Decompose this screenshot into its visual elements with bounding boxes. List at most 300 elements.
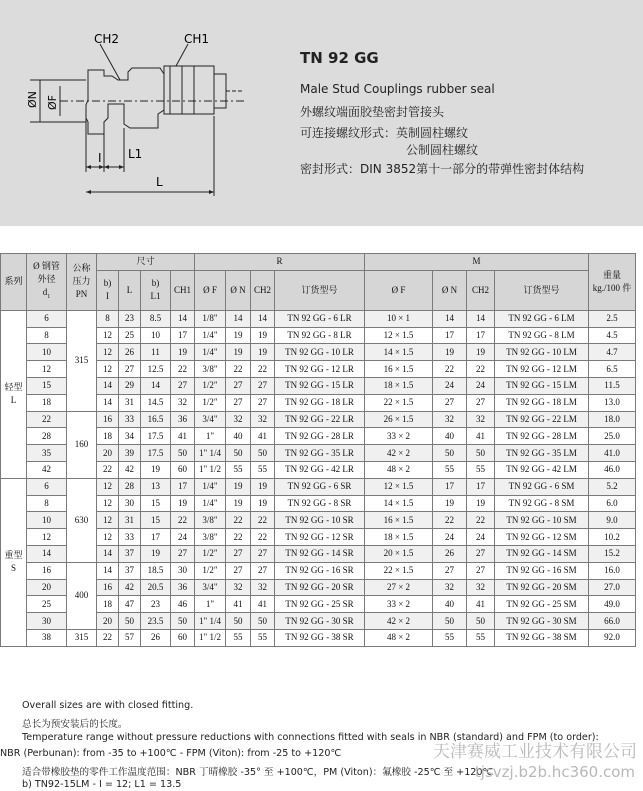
cell-r-ch2: 55 [251,629,275,646]
cell-ch1: 17 [171,327,195,344]
thread-type-line-2: 公制圆柱螺纹 [406,143,479,157]
cell-r-n: 40 [226,428,251,445]
cell-m-f: 20 × 1.5 [365,545,433,562]
cell-m-order: TN 92 GG - 42 LM [495,461,589,478]
cell-weight: 2.5 [589,310,636,327]
cell-i: 20 [97,445,119,462]
cell-od: 20 [27,579,67,596]
cell-i: 16 [97,411,119,428]
note-temp-values: NBR (Perbunan): from -35 to +100℃ - FPM (Viton): from -25 to +120℃ [0,748,342,759]
table-row [1,495,636,512]
cell-od: 8 [27,327,67,344]
cell-m-n: 50 [433,613,467,630]
cell-m-order: TN 92 GG - 25 SM [495,596,589,613]
cell-r-ch2: 22 [251,512,275,529]
cell-r-n: 32 [226,411,251,428]
cell-i: 12 [97,361,119,378]
cell-m-order: TN 92 GG - 38 SM [495,629,589,646]
th-series: 系列 [1,254,27,311]
cell-r-n: 19 [226,495,251,512]
cell-m-f: 33 × 2 [365,428,433,445]
cell-r-order: TN 92 GG - 6 SR [275,478,365,495]
label-f: ØF [46,95,59,110]
cell-m-f: 22 × 1.5 [365,394,433,411]
cell-l: 47 [119,596,141,613]
cell-weight: 11.5 [589,377,636,394]
cell-r-order: TN 92 GG - 12 LR [275,361,365,378]
note-overall-cn: 总长为预安装后的长度。 [22,719,128,730]
table-row [1,344,636,361]
cell-weight: 9.0 [589,512,636,529]
cell-od: 42 [27,461,67,478]
cell-m-ch2: 27 [467,545,495,562]
cell-l1: 12.5 [141,361,171,378]
cell-l: 28 [119,478,141,495]
cell-m-ch2: 24 [467,529,495,546]
th-m: M [365,254,589,271]
cell-m-n: 22 [433,361,467,378]
cell-m-ch2: 32 [467,411,495,428]
cell-r-ch2: 50 [251,613,275,630]
cell-i: 8 [97,310,119,327]
cell-r-order: TN 92 GG - 12 SR [275,529,365,546]
cell-pn: 160 [67,411,97,478]
product-code: TN 92 GG [300,49,379,67]
cell-m-f: 10 × 1 [365,310,433,327]
cell-ch1: 17 [171,478,195,495]
cell-l1: 20.5 [141,579,171,596]
cell-r-f: 1" 1/4 [195,445,226,462]
cell-l: 30 [119,495,141,512]
fitting-drawing [0,0,290,226]
cell-i: 14 [97,377,119,394]
cell-l: 23 [119,310,141,327]
cell-od: 22 [27,411,67,428]
cell-i: 12 [97,344,119,361]
th-pn: 公称 压力 PN [67,254,97,311]
cell-r-ch2: 19 [251,495,275,512]
cell-m-order: TN 92 GG - 8 SM [495,495,589,512]
th-m-ch2: CH2 [467,270,495,310]
series-label: 轻型 L [1,310,27,478]
cell-r-f: 1/2" [195,377,226,394]
cell-m-order: TN 92 GG - 6 LM [495,310,589,327]
th-r-n: Ø N [226,270,251,310]
cell-i: 14 [97,562,119,579]
cell-m-order: TN 92 GG - 20 SM [495,579,589,596]
cell-r-order: TN 92 GG - 8 SR [275,495,365,512]
cell-r-n: 41 [226,596,251,613]
cell-l: 31 [119,394,141,411]
cell-m-f: 27 × 2 [365,579,433,596]
cell-r-order: TN 92 GG - 15 LR [275,377,365,394]
table-row [1,545,636,562]
cell-i: 12 [97,529,119,546]
cell-r-f: 1/2" [195,562,226,579]
cell-l1: 14 [141,377,171,394]
cell-ch1: 19 [171,344,195,361]
cell-r-order: TN 92 GG - 8 LR [275,327,365,344]
cell-l1: 26 [141,629,171,646]
cell-od: 6 [27,310,67,327]
cell-l: 37 [119,562,141,579]
cell-m-f: 42 × 2 [365,445,433,462]
cell-m-f: 14 × 1.5 [365,344,433,361]
cell-od: 12 [27,361,67,378]
cell-od: 8 [27,495,67,512]
cell-l1: 17.5 [141,428,171,445]
cell-m-order: TN 92 GG - 14 SM [495,545,589,562]
cell-l1: 8.5 [141,310,171,327]
cell-weight: 4.7 [589,344,636,361]
th-i: b) I [97,270,119,310]
cell-r-order: TN 92 GG - 35 LR [275,445,365,462]
cell-m-n: 14 [433,310,467,327]
cell-l1: 19 [141,461,171,478]
table-row [1,562,636,579]
cell-r-order: TN 92 GG - 38 SR [275,629,365,646]
cell-od: 12 [27,529,67,546]
table-row [1,327,636,344]
cell-m-n: 40 [433,428,467,445]
note-temp-en: Temperature range without pressure reductions with connections fitted with seals in NBR (standard) and FPM (to order): [22,732,599,743]
spec-table-wrapper [0,253,636,647]
label-i: I [98,151,102,165]
cell-l1: 16.5 [141,411,171,428]
table-row [1,428,636,445]
th-m-f: Ø F [365,270,433,310]
cell-i: 18 [97,596,119,613]
cell-ch1: 27 [171,545,195,562]
cell-m-n: 32 [433,411,467,428]
cell-l1: 14.5 [141,394,171,411]
cell-r-ch2: 22 [251,529,275,546]
cell-r-ch2: 27 [251,377,275,394]
cell-m-ch2: 17 [467,327,495,344]
cell-weight: 25.0 [589,428,636,445]
desc-en: Male Stud Couplings rubber seal [300,82,495,96]
cell-od: 38 [27,629,67,646]
cell-m-order: TN 92 GG - 15 LM [495,377,589,394]
cell-r-order: TN 92 GG - 30 SR [275,613,365,630]
table-row [1,361,636,378]
cell-r-ch2: 14 [251,310,275,327]
cell-weight: 4.5 [589,327,636,344]
watermark-company: 天津赛威工业技术有限公司 [433,742,637,762]
cell-m-n: 40 [433,596,467,613]
cell-m-n: 27 [433,562,467,579]
cell-l: 37 [119,545,141,562]
cell-m-order: TN 92 GG - 35 LM [495,445,589,462]
cell-i: 12 [97,478,119,495]
table-row [1,310,636,327]
cell-weight: 15.2 [589,545,636,562]
cell-r-order: TN 92 GG - 28 LR [275,428,365,445]
cell-l: 57 [119,629,141,646]
spec-table-body [1,310,636,646]
th-m-n: Ø N [433,270,467,310]
cell-i: 18 [97,428,119,445]
cell-m-ch2: 27 [467,562,495,579]
cell-r-n: 19 [226,344,251,361]
cell-m-ch2: 50 [467,613,495,630]
table-row [1,411,636,428]
cell-r-ch2: 19 [251,478,275,495]
cell-r-ch2: 55 [251,461,275,478]
cell-m-f: 42 × 2 [365,613,433,630]
th-weight: 重量 kg./100 件 [589,254,636,311]
cell-r-f: 1" 1/4 [195,613,226,630]
cell-weight: 6.5 [589,361,636,378]
th-l1: b) L1 [141,270,171,310]
cell-m-ch2: 27 [467,394,495,411]
cell-l: 27 [119,361,141,378]
cell-weight: 41.0 [589,445,636,462]
cell-r-f: 1/8" [195,310,226,327]
cell-l1: 19 [141,545,171,562]
cell-ch1: 46 [171,596,195,613]
th-dims: 尺寸 [97,254,195,271]
cell-i: 22 [97,629,119,646]
cell-weight: 27.0 [589,579,636,596]
cell-r-f: 1/4" [195,344,226,361]
th-ch1: CH1 [171,270,195,310]
cell-m-order: TN 92 GG - 28 LM [495,428,589,445]
cell-l: 25 [119,327,141,344]
cell-m-f: 18 × 1.5 [365,377,433,394]
cell-r-n: 22 [226,512,251,529]
cell-r-order: TN 92 GG - 22 LR [275,411,365,428]
cell-od: 35 [27,445,67,462]
cell-ch1: 41 [171,428,195,445]
cell-l1: 10 [141,327,171,344]
label-l1: L1 [128,147,143,161]
cell-pn: 315 [67,629,97,646]
cell-m-ch2: 50 [467,445,495,462]
cell-m-n: 32 [433,579,467,596]
cell-m-n: 55 [433,629,467,646]
cell-i: 14 [97,545,119,562]
cell-m-order: TN 92 GG - 22 LM [495,411,589,428]
cell-weight: 16.0 [589,562,636,579]
cell-m-f: 14 × 1.5 [365,495,433,512]
cell-ch1: 60 [171,461,195,478]
label-ch2: CH2 [94,32,120,46]
note-b: b) TN92-15LM - I = 12; L1 = 13.5 [22,779,182,790]
cell-m-order: TN 92 GG - 6 SM [495,478,589,495]
cell-m-n: 24 [433,377,467,394]
cell-m-f: 16 × 1.5 [365,361,433,378]
cell-r-n: 22 [226,361,251,378]
cell-l1: 17 [141,529,171,546]
cell-r-order: TN 92 GG - 10 SR [275,512,365,529]
cell-od: 25 [27,596,67,613]
cell-l: 39 [119,445,141,462]
cell-m-ch2: 17 [467,478,495,495]
cell-i: 12 [97,327,119,344]
cell-m-n: 27 [433,394,467,411]
cell-r-f: 3/8" [195,529,226,546]
cell-m-ch2: 14 [467,310,495,327]
cell-l1: 17.5 [141,445,171,462]
cell-r-n: 19 [226,327,251,344]
table-row [1,512,636,529]
cell-ch1: 30 [171,562,195,579]
cell-m-n: 26 [433,545,467,562]
cell-m-f: 16 × 1.5 [365,512,433,529]
cell-m-f: 12 × 1.5 [365,478,433,495]
cell-m-ch2: 55 [467,461,495,478]
cell-l1: 15 [141,512,171,529]
cell-ch1: 36 [171,411,195,428]
cell-l: 50 [119,613,141,630]
cell-od: 18 [27,394,67,411]
cell-r-ch2: 32 [251,411,275,428]
th-m-order: 订货型号 [495,270,589,310]
cell-r-f: 1" [195,596,226,613]
cell-r-f: 1/4" [195,495,226,512]
cell-r-n: 14 [226,310,251,327]
cell-i: 22 [97,461,119,478]
cell-weight: 49.0 [589,596,636,613]
cell-m-order: TN 92 GG - 30 SM [495,613,589,630]
cell-r-ch2: 32 [251,579,275,596]
cell-ch1: 27 [171,377,195,394]
cell-r-n: 32 [226,579,251,596]
cell-l1: 11 [141,344,171,361]
th-r-f: Ø F [195,270,226,310]
th-r: R [195,254,365,271]
cell-m-order: TN 92 GG - 8 LM [495,327,589,344]
cell-r-f: 1" [195,428,226,445]
cell-r-n: 50 [226,445,251,462]
table-row [1,445,636,462]
table-row [1,394,636,411]
thread-type-line: 可连接螺纹形式：英制圆柱螺纹 [300,126,469,140]
table-row [1,478,636,495]
cell-i: 14 [97,394,119,411]
cell-m-n: 55 [433,461,467,478]
cell-r-f: 3/8" [195,361,226,378]
cell-r-n: 19 [226,478,251,495]
cell-i: 20 [97,613,119,630]
cell-r-ch2: 27 [251,394,275,411]
cell-m-n: 17 [433,478,467,495]
cell-ch1: 22 [171,361,195,378]
cell-od: 30 [27,613,67,630]
cell-od: 10 [27,344,67,361]
note-overall-en: Overall sizes are with closed fitting. [22,700,194,711]
cell-r-n: 22 [226,529,251,546]
cell-m-ch2: 22 [467,512,495,529]
cell-od: 16 [27,562,67,579]
desc-cn: 外螺纹端面胶垫密封管接头 [300,105,445,119]
cell-l: 42 [119,579,141,596]
cell-l: 29 [119,377,141,394]
cell-r-f: 3/4" [195,579,226,596]
cell-od: 6 [27,478,67,495]
table-row [1,629,636,646]
cell-m-order: TN 92 GG - 10 LM [495,344,589,361]
cell-m-f: 48 × 2 [365,461,433,478]
table-row [1,596,636,613]
cell-ch1: 60 [171,629,195,646]
cell-r-order: TN 92 GG - 16 SR [275,562,365,579]
cell-ch1: 14 [171,310,195,327]
cell-l: 42 [119,461,141,478]
note-temp-cn: 适合带橡胶垫的零件工作温度范围：NBR 丁晴橡胶 -35° 至 +100℃，PM (Viton)：氟橡胶 -25℃ 至 +120℃ [22,767,494,778]
cell-m-n: 50 [433,445,467,462]
cell-r-f: 1" 1/2 [195,461,226,478]
cell-r-ch2: 19 [251,344,275,361]
cell-m-ch2: 22 [467,361,495,378]
cell-ch1: 50 [171,613,195,630]
cell-m-order: TN 92 GG - 12 LM [495,361,589,378]
cell-r-ch2: 19 [251,327,275,344]
cell-m-order: TN 92 GG - 12 SM [495,529,589,546]
cell-r-order: TN 92 GG - 42 LR [275,461,365,478]
cell-od: 10 [27,512,67,529]
cell-r-n: 27 [226,562,251,579]
cell-r-order: TN 92 GG - 10 LR [275,344,365,361]
cell-r-ch2: 27 [251,562,275,579]
cell-r-order: TN 92 GG - 18 LR [275,394,365,411]
cell-ch1: 24 [171,529,195,546]
cell-r-n: 27 [226,394,251,411]
cell-m-n: 24 [433,529,467,546]
cell-r-f: 1/2" [195,545,226,562]
th-l: L [119,270,141,310]
cell-m-n: 22 [433,512,467,529]
cell-m-order: TN 92 GG - 16 SM [495,562,589,579]
table-row [1,529,636,546]
cell-m-f: 26 × 1.5 [365,411,433,428]
cell-m-f: 22 × 1.5 [365,562,433,579]
cell-m-f: 33 × 2 [365,596,433,613]
spec-table [0,253,636,647]
th-r-order: 订货型号 [275,270,365,310]
cell-pn: 400 [67,562,97,629]
th-r-ch2: CH2 [251,270,275,310]
cell-r-n: 55 [226,629,251,646]
cell-ch1: 50 [171,445,195,462]
cell-r-f: 1/4" [195,478,226,495]
cell-weight: 6.0 [589,495,636,512]
cell-r-ch2: 50 [251,445,275,462]
cell-weight: 13.0 [589,394,636,411]
cell-m-ch2: 24 [467,377,495,394]
cell-m-ch2: 32 [467,579,495,596]
cell-weight: 10.2 [589,529,636,546]
cell-r-f: 3/8" [195,512,226,529]
label-ch1: CH1 [184,32,210,46]
cell-m-n: 19 [433,495,467,512]
table-row [1,461,636,478]
cell-m-order: TN 92 GG - 10 SM [495,512,589,529]
cell-weight: 92.0 [589,629,636,646]
cell-ch1: 22 [171,512,195,529]
cell-r-ch2: 41 [251,428,275,445]
cell-m-ch2: 19 [467,495,495,512]
table-row [1,613,636,630]
cell-r-n: 27 [226,545,251,562]
cell-i: 16 [97,579,119,596]
seal-type-line: 密封形式：DIN 3852第十一部分的带弹性密封体结构 [300,162,585,176]
cell-m-order: TN 92 GG - 18 LM [495,394,589,411]
cell-l: 33 [119,411,141,428]
cell-l: 33 [119,529,141,546]
series-label: 重型 S [1,478,27,646]
